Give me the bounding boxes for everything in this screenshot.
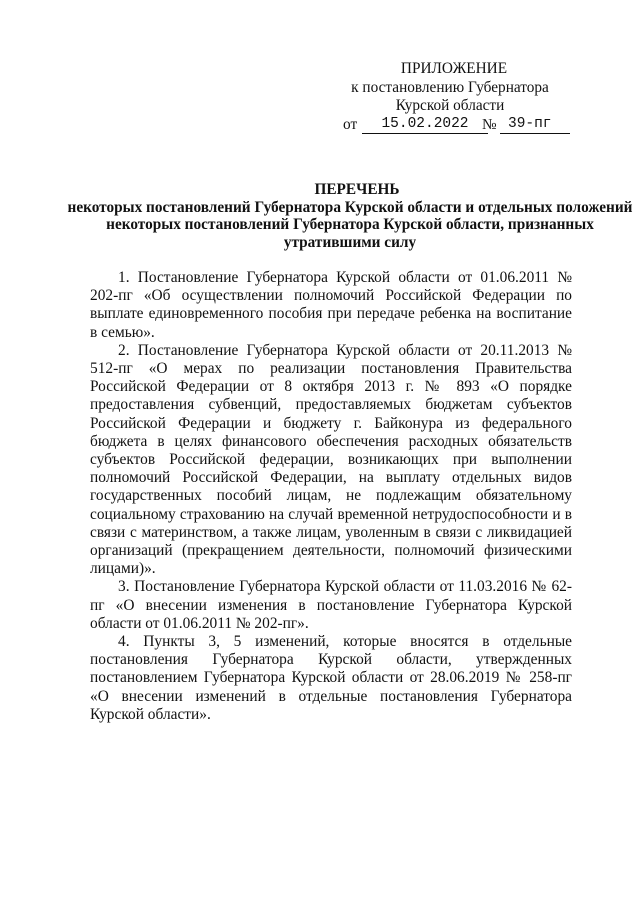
appendix-header xyxy=(300,60,600,136)
list-item: 1. Постановление Губернатора Курской области от 01.06.2011 № 202-пг «Об осуществлении полномочий Российской Федерации по выплате единовременного пособия при передаче ребенка на воспитание в семью». xyxy=(90,269,572,341)
decree-date-number xyxy=(300,116,600,136)
date-prefix: от xyxy=(343,115,358,133)
appendix-region: Курской области xyxy=(395,97,505,114)
title-subtitle: некоторых постановлений Губернатора Курской области и отдельных положений некоторых постановлений Губернатора Курской области, признанных утратившими силу xyxy=(67,198,633,251)
document-title xyxy=(60,181,640,251)
decree-date: 15.02.2022 xyxy=(362,116,488,134)
list-item: 4. Пункты 3, 5 изменений, которые вносятся в отдельные постановления Губернатора Курской области, утвержденных постановлением Губернатора Курской области от 28.06.2019 № 258-пг «О внесении изменений в отдельные постановления Губернатора Курской области». xyxy=(90,633,572,723)
list-item: 2. Постановление Губернатора Курской области от 20.11.2013 № 512-пг «О мерах по реализации постановления Правительства Российской Федерации от 8 октября 2013 г. № 893 «О порядке предоставления субвенций, предоставляемых бюджетам субъектов Российской Федерации и бюджету г. Байконура из федерального бюджета в целях финансового обеспечения расходных обязательств субъектов Российской федерации, возникающих при выполнении полномочий Российской Федерации, на выплату отдельных видов государственных пособий лицам, не подлежащим обязательному социальному страхованию на случай временной нетрудоспособности и в связи с материнством, а также лицам, уволенным в связи с ликвидацией организаций (прекращением деятельности, полномочий физическими лицами)». xyxy=(90,341,572,578)
document-body xyxy=(90,269,572,724)
title-heading: ПЕРЕЧЕНЬ xyxy=(314,181,400,198)
appendix-reference: к постановлению Губернатора xyxy=(351,78,549,96)
appendix-label: ПРИЛОЖЕНИЕ xyxy=(400,60,508,77)
number-prefix: № xyxy=(482,115,497,133)
list-item: 3. Постановление Губернатора Курской области от 11.03.2016 № 62-пг «О внесении изменения в постановление Губернатора Курской области от 01.06.2011 № 202-пг». xyxy=(90,578,572,632)
decree-number: 39-пг xyxy=(500,116,570,134)
